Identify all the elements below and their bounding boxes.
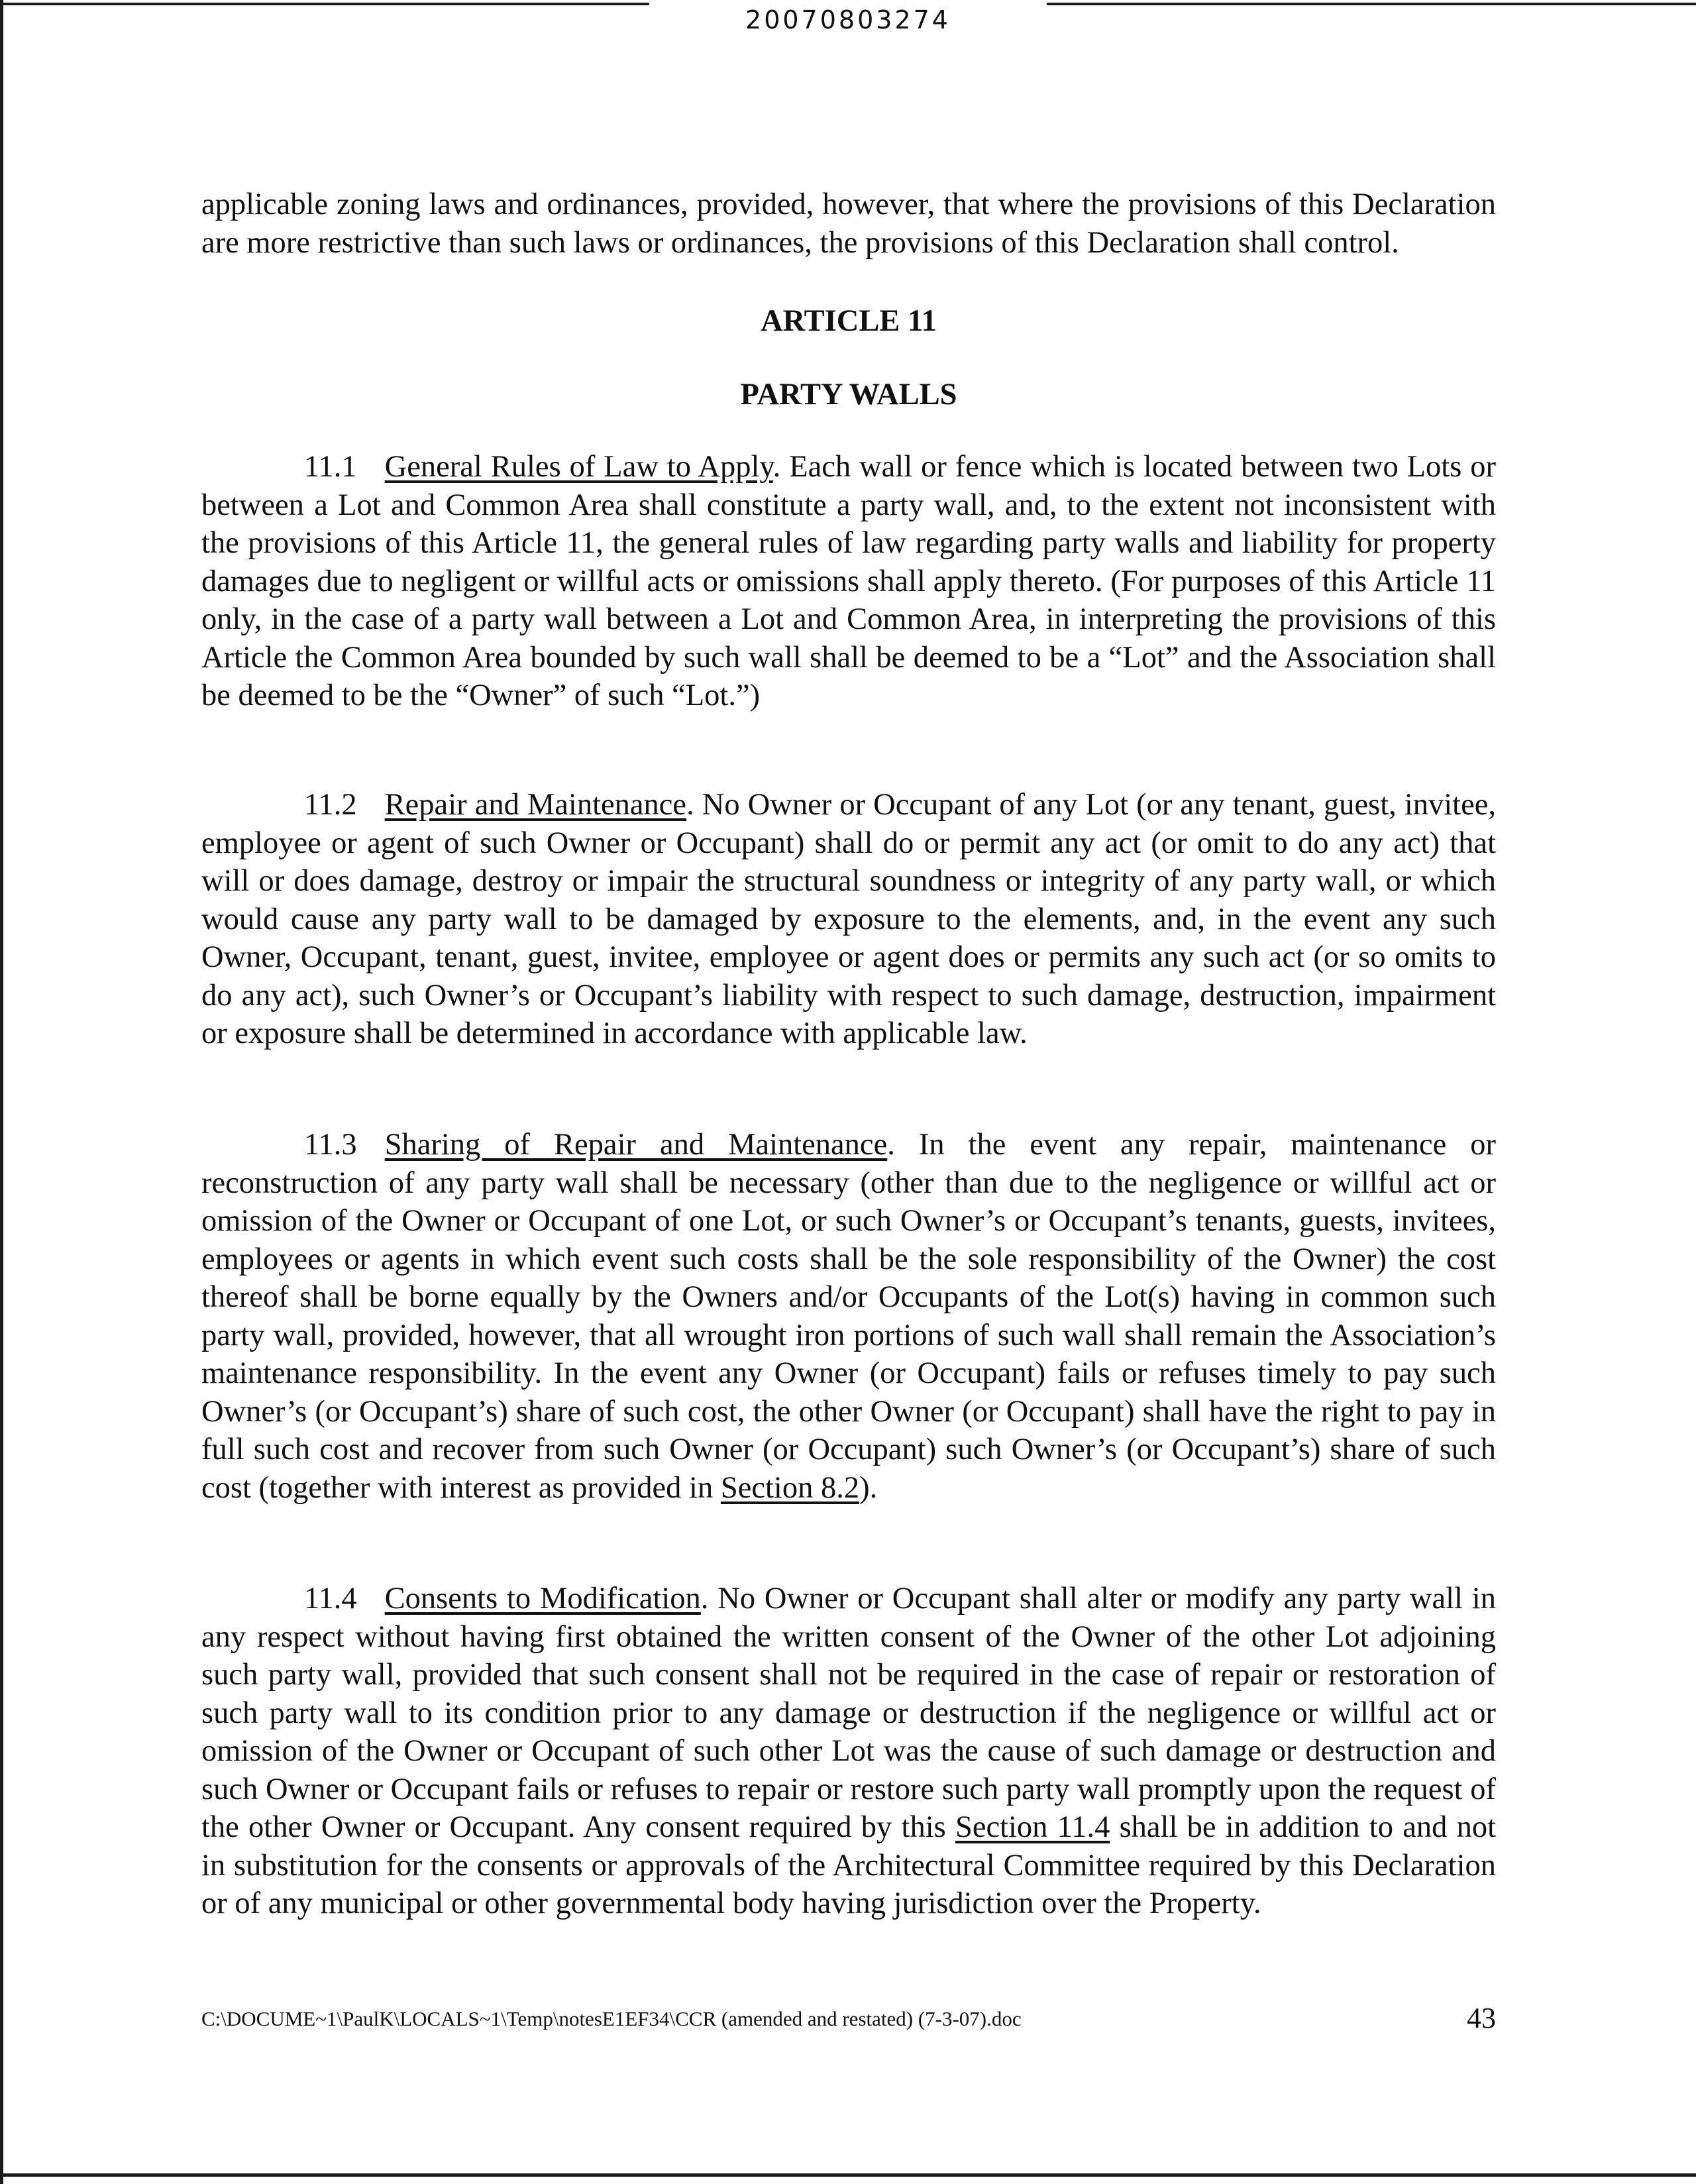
intro-paragraph (201, 186, 1496, 262)
section-number: 11.1 (304, 450, 357, 484)
section-body-end: ). (859, 1470, 878, 1505)
section-title: Repair and Maintenance (384, 788, 687, 822)
section-title: Consents to Modification (384, 1582, 701, 1615)
section-11-1 (201, 448, 1496, 715)
page-number: 43 (1467, 2002, 1496, 2034)
section-reference: Section 8.2 (720, 1470, 860, 1505)
section-body: . In the event any repair, maintenance or reconstruction of any party wall shall be necessary (other than due to the negligence or willful act or omission of the Owner or Occupant of one Lot, or such Owner’s or Occupant’s tenants, guests, invitees, employees or agents in which event such costs shall be the sole responsibility of the Owner) the cost thereof shall be borne equally by the Owners and/or Occupants of the Lot(s) having in common such party wall, provided, however, that all wrought iron portions of such wall shall remain the Association’s maintenance responsibility. In the event any Owner (or Occupant) fails or refuses timely to pay such Owner’s (or Occupant’s) share of such cost, the other Owner (or Occupant) shall have the right to pay in full such cost and recover from such Owner (or Occupant) such Owner’s (or Occupant’s) share of such cost (together with interest as provided in (201, 1128, 1497, 1505)
section-number: 11.2 (304, 788, 357, 822)
document-number: 20070803274 (745, 5, 951, 34)
section-number: 11.4 (304, 1582, 357, 1615)
article-heading: ARTICLE 11 (761, 304, 937, 338)
page-edge-left (0, 0, 3, 2184)
article-title: PARTY WALLS (740, 378, 957, 411)
section-11-2 (201, 786, 1496, 1053)
intro-paragraph-text: applicable zoning laws and ordinances, provided, however, that where the provisions of this Declaration are more restrictive than such laws or ordinances, the provisions of this Declaration shall control. (201, 188, 1496, 260)
footer-file-path: C:\DOCUME~1\PaulK\LOCALS~1\Temp\notesE1EF34\CCR (amended and restated) (7-3-07).doc (201, 2007, 1022, 2030)
section-11-4 (201, 1580, 1496, 1923)
section-11-3 (201, 1126, 1496, 1507)
page-edge-bottom (0, 2173, 1696, 2177)
section-title: General Rules of Law to Apply (384, 450, 773, 484)
section-title: Sharing of Repair and Maintenance (384, 1128, 888, 1162)
section-body-end: shall be in addition to and not in substitution for the consents or approvals of the Architectural Committee required by this Declaration or of any municipal or other governmental body having jurisdiction over the Property. (201, 1810, 1496, 1920)
section-body: . No Owner or Occupant shall alter or modify any party wall in any respect without having first obtained the written consent of the Owner of the other Lot adjoining such party wall, provided that such consent shall not be required in the case of repair or restoration of such party wall to its condition prior to any damage or destruction if the negligence or willful act or omission of the Owner or Occupant of such other Lot was the cause of such damage or destruction and such Owner or Occupant fails or refuses to repair or restore such party wall promptly upon the request of the other Owner or Occupant. Any consent required by this (201, 1582, 1496, 1844)
section-number: 11.3 (304, 1128, 357, 1162)
section-body: . No Owner or Occupant of any Lot (or any tenant, guest, invitee, employee or agent of such Owner or Occupant) shall do or permit any act (or omit to do any act) that will or does damage, destroy or impair the structural soundness or integrity of any party wall, or which would cause any party wall to be damaged by exposure to the elements, and, in the event any such Owner, Occupant, tenant, guest, invitee, employee or agent does or permits any such act (or so omits to do any act), such Owner’s or Occupant’s liability with respect to such damage, destruction, impairment or exposure shall be determined in accordance with applicable law. (201, 788, 1496, 1050)
section-reference: Section 11.4 (955, 1810, 1110, 1844)
section-body: . Each wall or fence which is located between two Lots or between a Lot and Common Area shall constitute a party wall, and, to the extent not inconsistent with the provisions of this Article 11, the general rules of law regarding party walls and liability for property damages due to negligent or willful acts or omissions shall apply thereto. (For purposes of this Article 11 only, in the case of a party wall between a Lot and Common Area, in interpreting the provisions of this Article the Common Area bounded by such wall shall be deemed to be a “Lot” and the Association shall be deemed to be the “Owner” of such “Lot.”) (201, 450, 1496, 712)
